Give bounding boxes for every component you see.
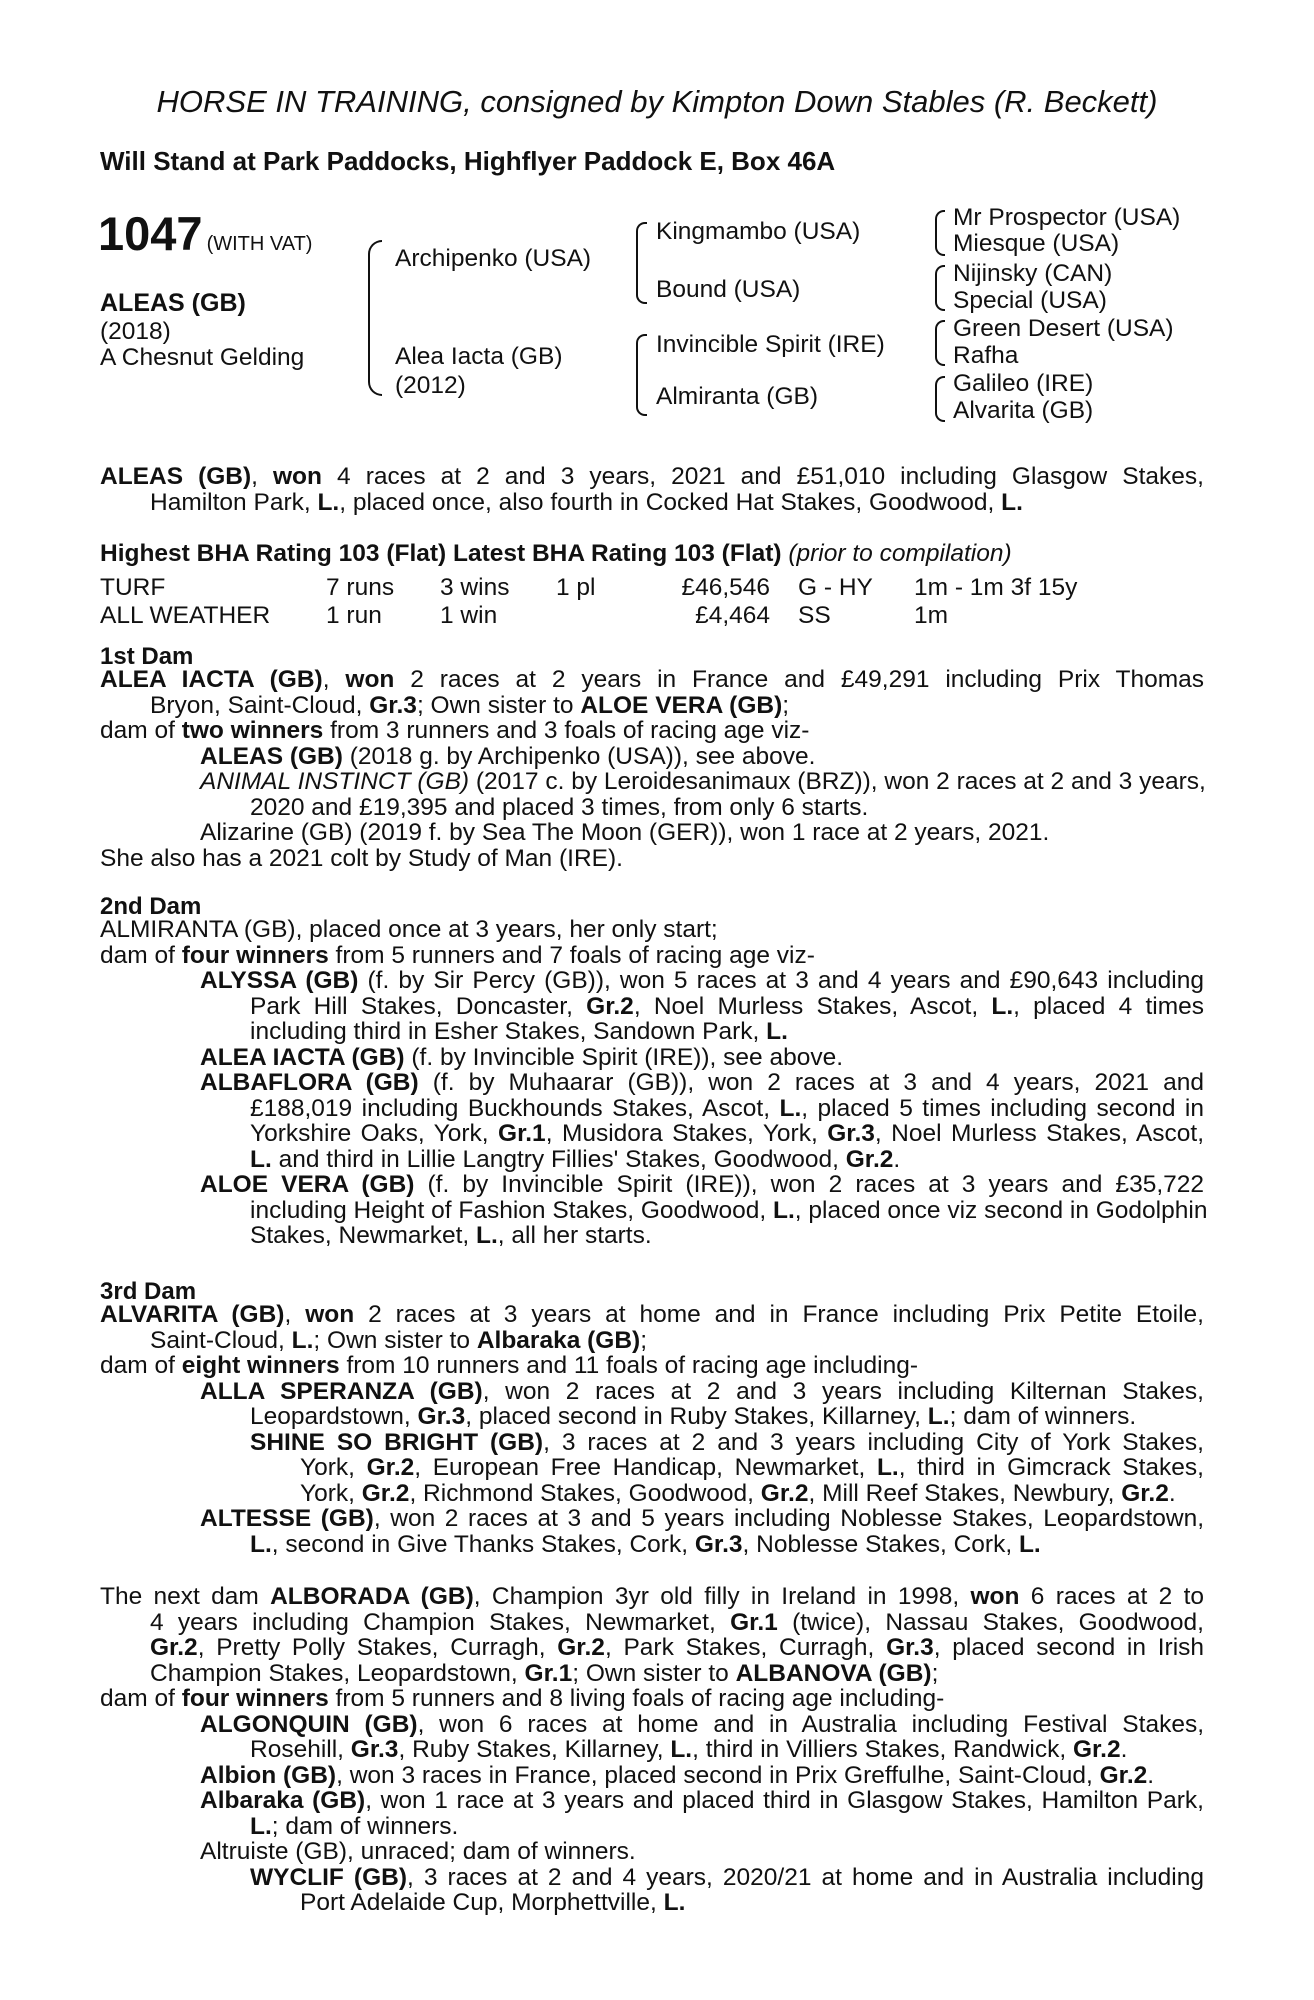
text-line	[100, 968, 1204, 994]
text: , Noel Murless Stakes, Ascot,	[874, 1120, 1205, 1147]
table-cell: 1 run	[326, 602, 382, 629]
text: 2 races at 3 years at home and in France including Prix Petite Etoile,	[354, 1301, 1204, 1328]
text: 2 races at 2 years in France and £49,291 including Prix Thomas	[394, 666, 1205, 693]
grade: L.	[766, 1018, 788, 1045]
horse-name-ref: ALBAFLORA (GB)	[200, 1069, 419, 1096]
horse-name-ref: ALEA IACTA (GB)	[100, 666, 323, 693]
text: , 3 races at 2 and 4 years, 2020/21 at home and in Australia including	[407, 1863, 1204, 1891]
pedigree-brace	[636, 334, 647, 416]
horse-name-ref: ALOE VERA (GB)	[200, 1171, 415, 1198]
text: and third in Lillie Langtry Fillies' Stakes, Goodwood,	[271, 1145, 846, 1173]
grade: L.	[779, 1094, 802, 1122]
text-line	[100, 1737, 1204, 1763]
text: .	[1120, 1736, 1128, 1763]
horse-year: (2018)	[100, 318, 171, 345]
table-row	[100, 574, 1077, 602]
page-title: HORSE IN TRAINING, consigned by Kimpton Down Stables (R. Beckett)	[156, 84, 1158, 119]
text: ; Own sister to	[313, 1326, 477, 1354]
horse-description: A Chesnut Gelding	[100, 344, 305, 371]
grade: Gr.3	[350, 1736, 399, 1763]
table-cell: 3 wins	[440, 574, 510, 601]
table-cell: 1 win	[440, 602, 498, 629]
grade: Gr.1	[498, 1120, 546, 1147]
text: ; dam of winners.	[271, 1812, 459, 1840]
grade: L.	[1018, 1530, 1041, 1558]
text-line	[100, 1019, 1204, 1045]
text-line: Alizarine (GB) (2019 f. by Sea The Moon (GER)), won 1 race at 2 years, 2021.	[200, 819, 1050, 846]
text: Leopardstown,	[250, 1403, 418, 1430]
winners-count: two winners	[181, 717, 324, 744]
text-line: 2020 and £19,395 and placed 3 times, from only 6 starts.	[250, 793, 869, 821]
text: (f. by Invincible Spirit (IRE)), won 2 races at 3 years and £35,722	[414, 1171, 1204, 1198]
text-line	[100, 1070, 1204, 1096]
grade: Gr.2	[361, 1479, 410, 1507]
text-line	[100, 1661, 1204, 1687]
text: from 3 runners and 3 foals of racing age viz-	[323, 717, 810, 744]
pedigree-brace	[935, 210, 945, 256]
text: ;	[782, 691, 790, 719]
text: .	[893, 1145, 901, 1173]
text: Rosehill,	[250, 1736, 351, 1763]
grade: L.	[663, 1889, 686, 1916]
text-line	[100, 718, 1204, 744]
text: (2018 g. by Archipenko (USA)), see above.	[342, 742, 816, 770]
grade: L.	[876, 1454, 899, 1481]
text: (2017 c. by Leroidesanimaux (BRZ)), won 2 races at 2 and 3 years,	[469, 768, 1206, 795]
grade: Gr.3	[369, 691, 417, 719]
text: , Noel Murless Stakes, Ascot,	[633, 992, 992, 1020]
grade: Gr.3	[694, 1530, 743, 1558]
grade: L.	[927, 1403, 950, 1430]
text: , Ruby Stakes, Killarney,	[398, 1736, 671, 1763]
grade: Gr.2	[557, 1634, 605, 1661]
text-line	[100, 1532, 1204, 1558]
winners-count: eight winners	[181, 1352, 340, 1379]
text-line: She also has a 2021 colt by Study of Man (IRE).	[100, 844, 623, 872]
text-line	[100, 1712, 1204, 1738]
horse-name-ref: ALBANOVA (GB)	[735, 1659, 932, 1687]
table-cell: £4,464	[695, 602, 770, 629]
table-cell	[556, 602, 656, 630]
table-cell: 1m	[914, 602, 949, 629]
grade: L.	[991, 992, 1014, 1020]
pedigree-sdd: Special (USA)	[953, 287, 1107, 314]
pedigree-sss: Mr Prospector (USA)	[953, 204, 1181, 231]
horse-name-ref: ALOE VERA (GB)	[580, 691, 783, 719]
text-line	[100, 1196, 1208, 1224]
text: , Pretty Polly Stakes, Curragh,	[197, 1634, 558, 1661]
section-heading: 2nd Dam	[100, 893, 202, 920]
text: 6 races at 2 to	[1019, 1583, 1205, 1610]
grade: Gr.3	[417, 1403, 466, 1430]
horse-name-ref: ALEAS (GB)	[200, 742, 343, 770]
horse-name-ref: ALVARITA (GB)	[100, 1301, 285, 1328]
horse-name: ALEAS (GB)	[100, 289, 246, 317]
horse-name-ref: ANIMAL INSTINCT (GB)	[200, 768, 470, 795]
text-line: ALMIRANTA (GB), placed once at 3 years, her only start;	[100, 916, 718, 943]
text: , Park Stakes, Curragh,	[604, 1634, 887, 1661]
text: , won 3 races in France, placed second in Prix Greffulhe, Saint-Cloud,	[336, 1761, 1100, 1789]
text: from 10 runners and 11 foals of racing age including-	[339, 1352, 918, 1379]
won-label: won	[273, 463, 322, 490]
grade: Gr.2	[1099, 1761, 1148, 1789]
text: Port Adelaide Cup, Morphettville,	[300, 1889, 664, 1916]
grade: Gr.2	[366, 1454, 415, 1481]
pedigree-brace	[935, 376, 945, 422]
rating-line	[100, 540, 1012, 568]
text: Park Hill Stakes, Doncaster,	[250, 992, 587, 1020]
table-cell: TURF	[100, 574, 166, 601]
horse-name-ref: Albion (GB)	[200, 1761, 337, 1789]
won-label: won	[970, 1583, 1020, 1610]
text-line: Altruiste (GB), unraced; dam of winners.	[200, 1838, 636, 1865]
pedigree-dam: Alea Iacta (GB)	[395, 343, 563, 370]
text: , placed 4 times	[1013, 992, 1204, 1020]
text: dam of	[100, 941, 182, 969]
grade: Gr.2	[845, 1145, 894, 1173]
text: (f. by Muhaarar (GB)), won 2 races at 3 and 4 years, 2021 and	[418, 1069, 1204, 1096]
text: including Height of Fashion Stakes, Goodwood,	[250, 1196, 773, 1224]
grade: L.	[476, 1222, 498, 1249]
next-dam-section	[100, 1584, 1204, 1916]
text: including third in Esher Stakes, Sandown Park,	[250, 1018, 767, 1045]
text-line	[100, 1328, 1204, 1354]
text: , placed second in Ruby Stakes, Killarney,	[465, 1403, 928, 1430]
text: .	[1147, 1761, 1155, 1789]
text-line	[100, 1430, 1204, 1456]
text: dam of	[100, 1352, 182, 1379]
grade: Gr.1	[730, 1608, 778, 1636]
pedigree-ddd: Alvarita (GB)	[953, 397, 1094, 424]
pedigree-ssd: Miesque (USA)	[953, 230, 1120, 257]
text: Yorkshire Oaks, York,	[250, 1120, 499, 1147]
race-record-table	[100, 574, 1077, 630]
text: (twice), Nassau Stakes, Goodwood,	[777, 1608, 1204, 1636]
text: Saint-Cloud,	[150, 1326, 292, 1354]
text-line	[100, 1584, 1204, 1610]
section-heading: 1st Dam	[100, 643, 194, 670]
grade: Gr.1	[524, 1659, 573, 1687]
text: , won 2 races at 3 and 5 years including Noblesse Stakes, Leopardstown,	[373, 1505, 1205, 1532]
text-line	[100, 1404, 1204, 1430]
text-line	[100, 769, 1204, 795]
grade: L.	[250, 1812, 272, 1840]
text-line	[100, 1455, 1204, 1481]
pedigree-brace	[935, 320, 945, 366]
text-line	[100, 667, 1204, 693]
pedigree-sire: Archipenko (USA)	[395, 245, 592, 272]
text: ; Own sister to	[572, 1659, 736, 1687]
grade: L.	[670, 1736, 693, 1763]
text-line	[100, 1763, 1204, 1789]
text: dam of	[100, 1685, 182, 1712]
text: ;	[640, 1326, 648, 1354]
text: , second in Give Thanks Stakes, Cork,	[271, 1530, 695, 1558]
pedigree-sds: Nijinsky (CAN)	[953, 260, 1113, 287]
grade: Gr.2	[150, 1634, 198, 1661]
text: , won 6 races at home and in Australia including Festival Stakes,	[417, 1710, 1204, 1738]
text: dam of	[100, 717, 182, 744]
text: , placed second in Irish	[933, 1634, 1205, 1661]
horse-name-ref: ALEA IACTA (GB)	[200, 1043, 405, 1071]
grade: L.	[317, 488, 340, 516]
text: York,	[300, 1479, 362, 1507]
text-line	[100, 1045, 1204, 1071]
text: Champion Stakes, Leopardstown,	[150, 1659, 525, 1687]
text: ; dam of winners.	[949, 1403, 1137, 1430]
grade: Gr.3	[827, 1120, 875, 1147]
grade: Gr.2	[760, 1479, 809, 1507]
horse-name-ref: WYCLIF (GB)	[250, 1863, 407, 1891]
horse-name-ref: ALBORADA (GB)	[270, 1583, 474, 1610]
text-line	[100, 1635, 1204, 1661]
text: , Richmond Stakes, Goodwood,	[409, 1479, 761, 1507]
table-cell: £46,546	[681, 574, 770, 601]
horse-name-ref: ALEAS (GB)	[100, 463, 252, 490]
pedigree-dds: Galileo (IRE)	[953, 370, 1094, 397]
text: .	[1168, 1479, 1176, 1507]
pedigree-dam-sire: Invincible Spirit (IRE)	[656, 331, 885, 358]
text-line	[100, 1147, 1204, 1173]
text-line	[100, 1481, 1204, 1507]
grade: Gr.2	[1072, 1736, 1121, 1763]
text: 4 races at 2 and 3 years, 2021 and £51,010 including Glasgow Stakes,	[322, 463, 1204, 490]
text-line	[100, 693, 1204, 719]
won-label: won	[305, 1301, 355, 1328]
text: from 5 runners and 8 living foals of racing age including-	[328, 1685, 945, 1712]
text: , won 1 race at 3 years and placed third in Glasgow Stakes, Hamilton Park,	[365, 1787, 1204, 1814]
table-cell: SS	[798, 602, 831, 629]
grade: Gr.3	[886, 1634, 934, 1661]
race-summary	[100, 464, 1204, 515]
rating-label: Highest BHA Rating 103 (Flat) Latest BHA Rating 103 (Flat)	[100, 540, 782, 567]
text: , Champion 3yr old filly in Ireland in 1998,	[473, 1583, 971, 1610]
grade: L.	[250, 1145, 272, 1173]
pedigree-dam-dam: Almiranta (GB)	[656, 383, 819, 410]
table-cell: 7 runs	[326, 574, 395, 601]
horse-name-ref: SHINE SO BRIGHT (GB)	[250, 1428, 544, 1456]
text: (f. by Invincible Spirit (IRE)), see above.	[404, 1043, 844, 1071]
table-cell: ALL WEATHER	[100, 602, 271, 629]
text-line	[100, 1302, 1204, 1328]
text-line	[100, 1172, 1204, 1198]
text: The next dam	[100, 1583, 271, 1610]
text: , third in Villiers Stakes, Randwick,	[692, 1736, 1073, 1763]
text: from 5 runners and 7 foals of racing age viz-	[328, 941, 815, 969]
text: 4 years including Champion Stakes, Newmarket,	[150, 1608, 731, 1636]
text: , Mill Reef Stakes, Newbury,	[808, 1479, 1122, 1507]
table-row	[100, 602, 1077, 630]
vat-note: (WITH VAT)	[206, 233, 313, 255]
text-line	[100, 744, 1204, 770]
lot-number-block	[98, 206, 312, 261]
text-line	[100, 1814, 1204, 1840]
text: , 3 races at 2 and 3 years including City of York Stakes,	[543, 1428, 1204, 1456]
pedigree-brace	[368, 240, 382, 396]
text: , placed once viz second in Godolphin	[794, 1196, 1208, 1224]
text-line	[100, 1788, 1204, 1814]
horse-name-ref: ALTESSE (GB)	[200, 1505, 374, 1532]
text: , European Free Handicap, Newmarket,	[414, 1454, 877, 1481]
pedigree-dss: Green Desert (USA)	[953, 315, 1174, 342]
text-line	[100, 1610, 1204, 1636]
winners-count: four winners	[181, 1685, 329, 1712]
text: ,	[284, 1301, 306, 1328]
horse-name-ref: ALGONQUIN (GB)	[200, 1710, 418, 1738]
text-line	[100, 1379, 1204, 1405]
text: , placed once, also fourth in Cocked Hat Stakes, Goodwood,	[339, 488, 1002, 516]
text-line	[100, 1353, 1204, 1379]
text: ,	[251, 463, 258, 490]
text: £188,019 including Buckhounds Stakes, Ascot,	[250, 1094, 780, 1122]
text-line	[100, 1890, 1204, 1916]
text: , Musidora Stakes, York,	[545, 1120, 828, 1147]
winners-count: four winners	[181, 941, 329, 969]
text: ,	[322, 666, 346, 693]
text: , Noblesse Stakes, Cork,	[742, 1530, 1019, 1558]
pedigree-sire-sire: Kingmambo (USA)	[656, 218, 861, 245]
table-cell: 1m - 1m 3f 15y	[914, 574, 1078, 601]
grade: L.	[250, 1530, 272, 1558]
text-line	[100, 1506, 1204, 1532]
text: ; Own sister to	[416, 691, 581, 719]
third-dam-section	[100, 1302, 1204, 1557]
pedigree-brace	[935, 265, 945, 311]
text: , placed 5 times including second in	[801, 1094, 1204, 1122]
horse-name-ref: Albaraka (GB)	[200, 1787, 366, 1814]
grade: Gr.2	[1121, 1479, 1169, 1507]
horse-name-ref: ALYSSA (GB)	[200, 967, 359, 994]
text-line	[100, 1686, 1204, 1712]
pedigree-dsd: Rafha	[953, 342, 1019, 369]
stand-location: Will Stand at Park Paddocks, Highflyer Paddock E, Box 46A	[100, 146, 836, 176]
grade: L.	[772, 1196, 795, 1224]
grade: Gr.2	[586, 992, 634, 1020]
horse-name-ref: ALLA SPERANZA (GB)	[200, 1377, 483, 1405]
text: Bryon, Saint-Cloud,	[150, 691, 370, 719]
pedigree-dam-year: (2012)	[395, 372, 466, 399]
text: , third in Gimcrack Stakes,	[898, 1454, 1204, 1481]
text: Hamilton Park,	[150, 488, 318, 516]
pedigree-brace	[636, 222, 647, 304]
table-cell: 1 pl	[556, 574, 596, 601]
table-cell: G - HY	[798, 574, 873, 601]
grade: L.	[291, 1326, 314, 1354]
text-line	[100, 943, 1204, 969]
horse-name-ref: Albaraka (GB)	[476, 1326, 641, 1354]
second-dam-section	[100, 916, 1208, 1249]
grade: L.	[1001, 488, 1023, 516]
won-label: won	[345, 666, 395, 693]
text: ;	[931, 1659, 939, 1687]
text-line	[100, 464, 1204, 490]
text: Stakes, Newmarket,	[250, 1222, 477, 1249]
text-line	[100, 1865, 1204, 1891]
text-line	[100, 1223, 1204, 1249]
text: (f. by Sir Percy (GB)), won 5 races at 3 and 4 years and £90,643 including	[358, 967, 1204, 994]
text-line	[100, 1121, 1204, 1147]
lot-number: 1047	[98, 207, 203, 260]
section-heading: 3rd Dam	[100, 1278, 197, 1305]
first-dam-section	[100, 667, 1204, 871]
text: , all her starts.	[497, 1222, 652, 1249]
text-line	[100, 490, 1204, 516]
text-line	[100, 994, 1204, 1020]
text: , won 2 races at 2 and 3 years including Kilternan Stakes,	[482, 1377, 1204, 1405]
text-line	[100, 1096, 1204, 1122]
text: York,	[300, 1454, 367, 1481]
rating-note: (prior to compilation)	[788, 540, 1012, 567]
pedigree-sire-dam: Bound (USA)	[656, 276, 801, 303]
